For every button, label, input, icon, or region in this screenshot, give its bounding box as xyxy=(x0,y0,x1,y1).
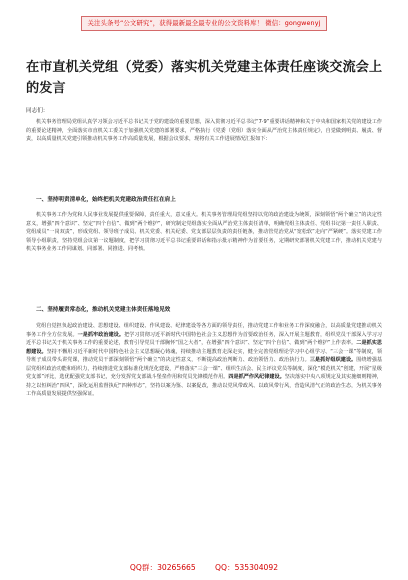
header-banner-wrap xyxy=(0,10,408,31)
section2-point-4: 四是抓严作风纪律建设。 xyxy=(228,374,285,380)
section2-text-1: 党组自觉担负起政治建设、思想建设、组织建设、作风建设、纪律建设等各方面的领导责任，推动党建工作和业务工作深度融合，以高质量党建推动机关事务工作全方位发展。 xyxy=(26,323,382,338)
section2-text-3: 坚持不懈用习近平新时代中国特色社会主义思想凝心铸魂，持续推动主题教育走深走实，健全完善党组理论学习中心组学习、“三会一课”等制度，领导班子成员带头讲党课，推动党员干部深刻领悟“两个确立”的决定性意义，不断提高政治判断力、政治领悟力、政治执行力。 xyxy=(26,348,382,363)
section1-body-block xyxy=(26,211,382,297)
section2-point-3: 三是抓好组织建设。 xyxy=(309,357,357,363)
section2-paragraph xyxy=(26,322,382,554)
section1-paragraph: 机关事务工作为党和人民事业发展提供重要保障，责任重大，意义重大。机关事务管理局党组坚持以党的政治建设为统领，深刻领悟“两个确立”的决定性意义，增强“四个意识”、坚定“四个自信”、做到“两个维护”，研究制定党组落实全面从严治党主体责任清单，明确党组主体责任、党组书记第一责任人职责、党组成员“一岗双责”，形成党组、领导班子成员、机关党委、机关纪委、党支部层层负责的责任链条，推动管党治党从“宽松软”走向“严紧硬”。落实党建工作领导小组职责，坚持党组会议第一议题制度，把学习贯彻习近平总书记重要讲话和指示批示精神作为首要任务，定期研究部署机关党建工作，推动机关党建与机关事务业务工作同谋划、同部署、同推进、同考核。 xyxy=(26,212,382,252)
section1-heading-block xyxy=(26,196,382,207)
section2-heading-block xyxy=(26,306,382,317)
section2-point-1: 一是抓牢政治建设。 xyxy=(77,331,125,338)
section2-body-block xyxy=(26,322,382,554)
section2-point-2: 二是抓实思想建设。 xyxy=(26,340,382,355)
page-title: 在市直机关党组（党委）落实机关党建主体责任座谈交流会上的发言 xyxy=(26,60,383,96)
section1-heading: 一、坚持明责清单化，始终把机关党建政治责任扛在肩上 xyxy=(36,197,176,203)
section2-text-5: 坚决落实中央八项规定及其实施细则精神，持之以恒纠治“四风”，深化运用监督执纪“四种形态”，坚持以案为鉴、以案促改，推动以党风带政风、以政风带行风，营造风清气正的政治生态，为机关事务工作高质量发展提供坚强保证。 xyxy=(26,374,382,397)
intro-block xyxy=(26,118,382,178)
intro-paragraph: 机关事务管理局党组认真学习领会习近平总书记关于党的建设的重要思想，深入贯彻习近平总书记“7·9”重要讲话精神和关于中央和国家机关党的建设工作的重要论述精神，全面落实市直机关工委关于加强机关党建的部署要求，严格执行《党委（党组）落实全面从严治党主体责任规定》，自觉做到明责、履责、督责，以高质量机关党建引领推动机关事务工作高质量发展，根据会议要求，现将有关工作进展情况汇报如下： xyxy=(26,119,382,142)
section2-heading: 二、坚持履责常态化，推动机关党建主体责任落地见效 xyxy=(36,307,171,313)
header-banner: 关注头条号“公文研究”，获得最新最全最专业的公文资料库！ 微信：gongwenyj xyxy=(81,16,328,31)
salutation: 同志们： xyxy=(26,108,49,114)
section2-text-4: 围绕增强基层党组织政治功能和组织力，持续推进党支部标准化规范化建设，严格落实“三会一课”、组织生活会、民主评议党员等制度，深化“模范机关”创建，开展“星级党支部”评比，选优配强党支部书记，充分发挥党支部战斗堡垒作用和党员先锋模范作用。 xyxy=(26,357,382,380)
section2-text-2: 把学习贯彻习近平新时代中国特色社会主义思想作为首要政治任务，深入开展主题教育，组织党员干部深入学习习近平总书记关于机关事务工作的重要论述，教育引导党员干部胸怀“国之大者”，在增强“四个意识”、坚定“四个自信”、做到“两个维护”上作表率。 xyxy=(26,331,382,346)
footer-contact: QQ群：30265665 QQ：535304092 xyxy=(129,563,279,572)
